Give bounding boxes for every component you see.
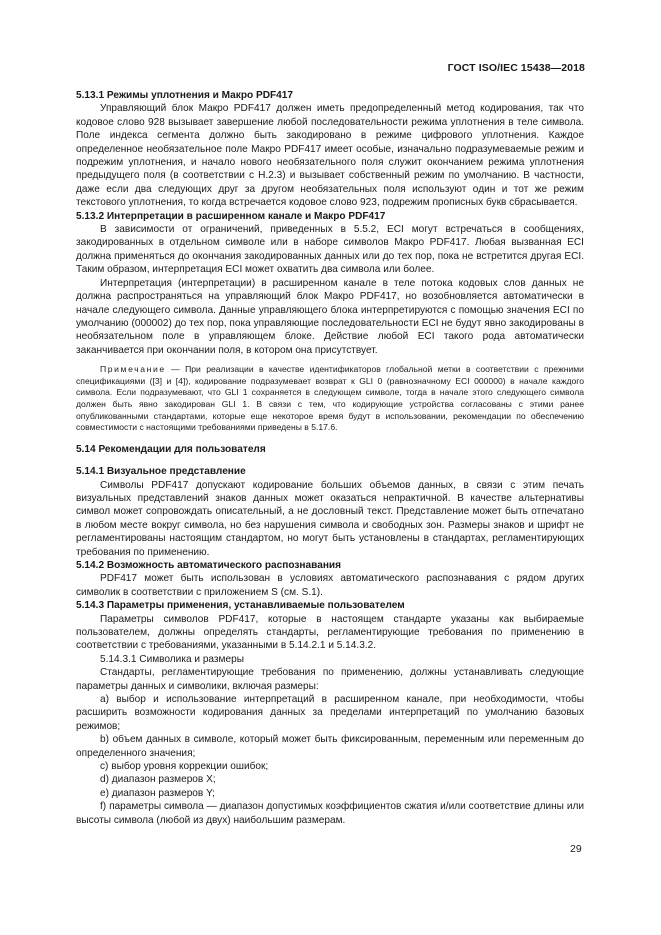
standard-header: ГОСТ ISO/IEC 15438—2018 [447,62,585,74]
section-heading-5-14-3: 5.14.3 Параметры применения, устанавливаемые пользователем [76,600,405,612]
page-number: 29 [570,843,582,855]
page-content [76,89,584,827]
paragraph: Символы PDF417 допускают кодирование больших объемов данных, в связи с этим печать визуальных представлений знаков данных может оказаться непрактичной. В качестве альтернативы символ может сопровождать описательный, а не дословный текст. Представление может быть отпечатано в любом месте вокруг символа, но без нарушения символа и свободных зон. Размеры знаков и шрифт не регламентированы настоящим стандартом, но могут быть установлены в стандартах, регламентирующих требования по применению. [76,479,584,558]
paragraph: PDF417 может быть использован в условиях автоматического распознавания с рядом других символик в соответствии с приложением S (см. S.1). [76,573,584,598]
paragraph: В зависимости от ограничений, приведенных в 5.5.2, ECI могут встречаться в сообщениях, закодированных в отдельном символе или в наборе символов Макро PDF417. Любая вызванная ECI должна применяться до окончания закодированных данных или до тех пор, пока не встретится другая ECI. Таким образом, интерпретация ECI может охватить два символа или более. [76,224,584,276]
list-item-a: a) выбор и использование интерпретаций в расширенном канале, при необходимости, чтобы расширить возможности кодирования данных за пределами интерпретаций по умолчанию базовых режимов; [76,694,584,732]
paragraph: Управляющий блок Макро PDF417 должен иметь предопределенный метод кодирования, так что кодовое слово 928 вызывает завершение любой последовательности режима уплотнения в теле символа. Поле индекса сегмента должно быть закодировано в режиме цифрового уплотнения. Каждое определенное необязательное поле Макро PDF417 имеет особые, изначально подразумеваемые режим и подрежим уплотнения, и начало нового необязательного поля служит окончанием режима уплотнения предыдущего поля (в соответствии с Н.2.3) и вызывает собственный режим по умолчанию. В частности, даже если два следующих друг за другом необязательных поля используют один и тот же режим текстового уплотнения, то когда встречается кодовое слово 923, подрежим прописных букв сбрасывается. [76,103,584,209]
list-item-f: f) параметры символа — диапазон допустимых коэффициентов сжатия и/или соответствие длины или высоты символа (любой из двух) наибольшим размерам. [76,801,584,826]
list-item-e: e) диапазон размеров Y; [100,787,215,799]
note-label: Примечание [100,364,166,375]
subsection-title-5-14-3-1: 5.14.3.1 Символика и размеры [100,653,244,665]
paragraph: Параметры символов PDF417, которые в настоящем стандарте указаны как выбираемые пользователем, должны определять стандарты, регламентирующие требования по применению в соответствии с требованиями, указанными в 5.14.2.1 и 5.14.3.2. [76,613,584,652]
list-item-b: b) объем данных в символе, который может быть фиксированным, переменным или переменным до определенного значения; [76,734,584,759]
note [76,364,584,434]
section-heading-5-14-2: 5.14.2 Возможность автоматического распознавания [76,559,342,571]
section-heading-5-14-1: 5.14.1 Визуальное представление [76,466,246,478]
list-item-c: c) выбор уровня коррекции ошибок; [100,761,269,773]
section-heading-5-13-1: 5.13.1 Режимы уплотнения и Макро PDF417 [76,90,294,101]
section-heading-5-13-2: 5.13.2 Интерпретации в расширенном канале и Макро PDF417 [76,210,386,222]
paragraph: Стандарты, регламентирующие требования по применению, должны устанавливать следующие параметры данных и символики, включая размеры: [76,667,584,692]
section-heading-5-14: 5.14 Рекомендации для пользователя [76,443,266,455]
note-text: — При реализации в качестве идентификаторов глобальной метки в соответствии с прежними спецификациями ([3] и [4]), кодирование подразумевает возврат к GLI 0 (равнозначному ECI 000000) в начале каждого символа. Если подразумевают, что GLI 1 сохраняется в следующем символе, тогда в начале этого следующего символа должен быть явно закодирован GLI 1. В связи с тем, что кодирующие устройства согласованы с этими ранее опубликованными стандартами, которые еще некоторое время будут в использовании, рекомендации по обеспечению совместимости с настоящими требованиями приведены в 5.17.6. [76,364,584,433]
list-item-d: d) диапазон размеров X; [100,774,216,786]
paragraph: Интерпретация (интерпретации) в расширенном канале в теле потока кодовых слов данных не должна распространяться на управляющий блок Макро PDF417, но возобновляется автоматически в начале следующего символа. Данные управляющего блока интерпретируются с помощью значения ECI по умолчанию (000002) до тех пор, пока управляющие последовательности ECI не будут явно закодированы в необязательном поле в управляющем блоке. Действие любой ECI такого рода автоматически заканчивается при окончании поля, в котором она присутствует. [76,277,584,356]
